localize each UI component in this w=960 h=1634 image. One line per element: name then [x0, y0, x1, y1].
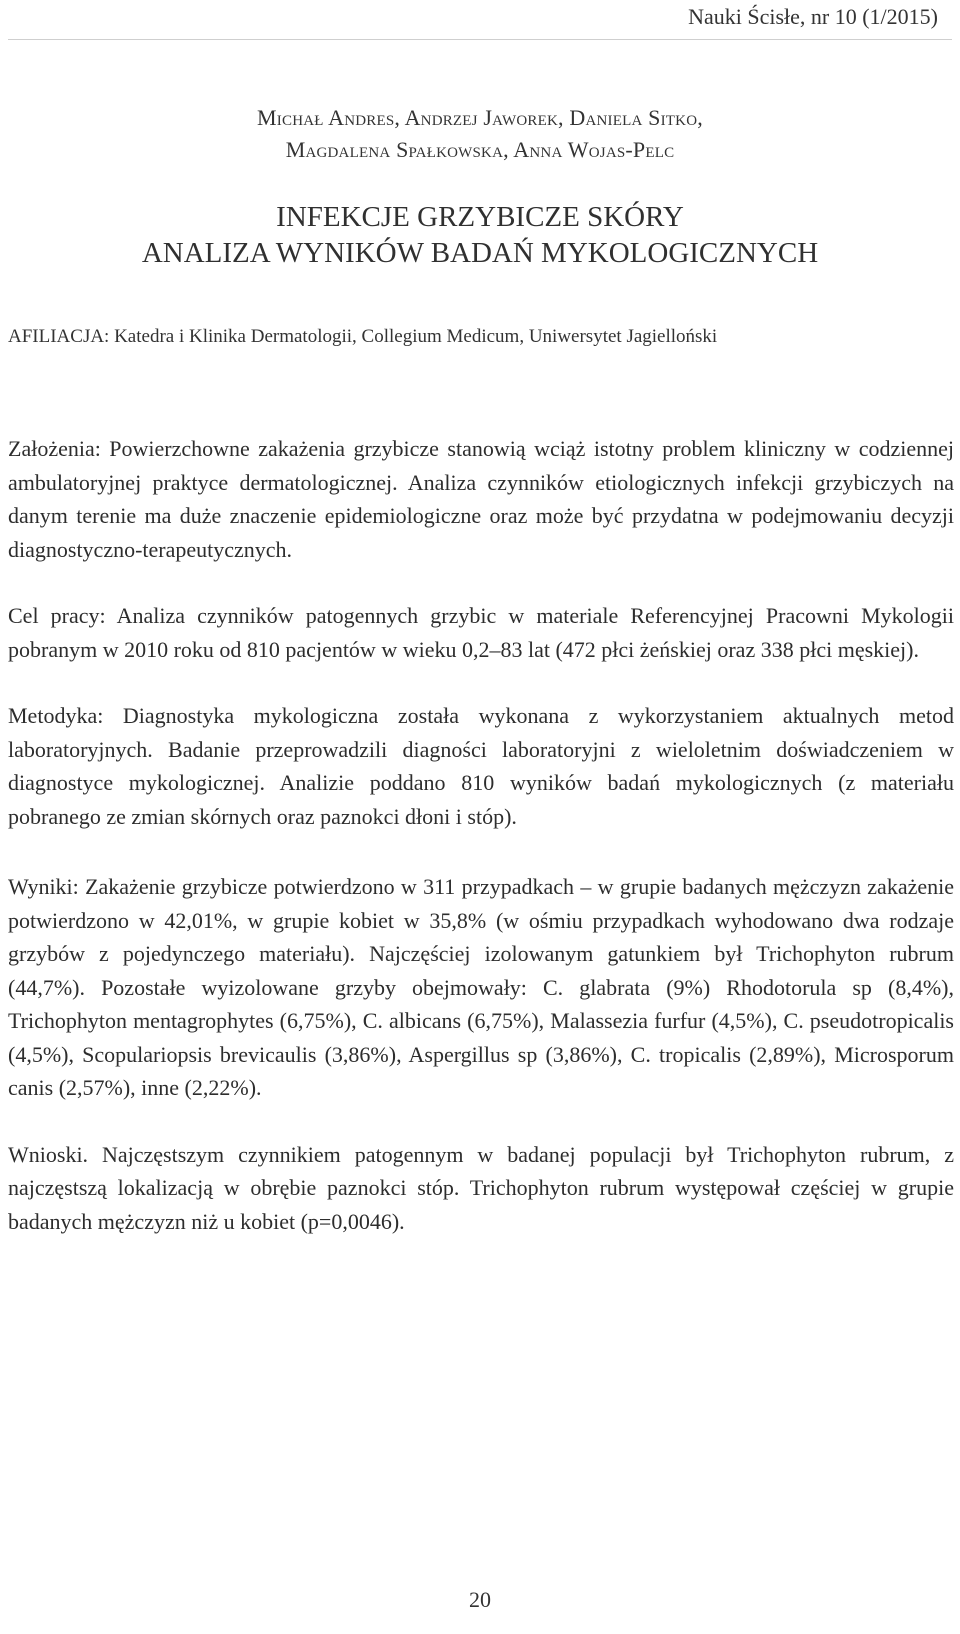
section-zalozenia: Założenia: Powierzchowne zakażenia grzybicze stanowią wciąż istotny problem kliniczny w codziennej ambulatoryjnej praktyce dermatologicznej. Analiza czynników etiologicznych infekcji grzybiczych na danym terenie ma duże znaczenie epidemiologiczne oraz może być przydatna w podejmowaniu decyzji diagnostyczno-terapeutycznych. [8, 436, 954, 562]
title-line-1: INFEKCJE GRZYBICZE SKÓRY [276, 201, 684, 233]
paper-title [0, 199, 960, 271]
author-list [0, 102, 960, 166]
abstract-body [8, 432, 954, 1238]
author-line-2: Magdalena Spałkowska, Anna Wojas-Pelc [285, 137, 675, 162]
section-wyniki: Wyniki: Zakażenie grzybicze potwierdzono w 311 przypadkach – w grupie badanych mężczyzn zakażenie potwierdzono w 42,01%, w grupie kobiet w 35,8% (w ośmiu przypadkach wyhodowano dwa rodzaje grzybów z pojedynczego materiału). Najczęściej izolowanym gatunkiem był Trichophyton rubrum (44,7%). Pozostałe wyizolowane grzyby obejmowały: C. glabrata (9%) Rhodotorula sp (8,4%), Trichophyton mentagrophytes (6,75%), C. albicans (6,75%), Malassezia furfur (4,5%), C. pseudotropicalis (4,5%), Scopulariopsis brevicaulis (3,86%), Aspergillus sp (3,86%), C. tropicalis (2,89%), Microsporum canis (2,57%), inne (2,22%). [8, 874, 954, 1100]
section-cel-pracy: Cel pracy: Analiza czynników patogennych grzybic w materiale Referencyjnej Pracowni Mykologii pobranym w 2010 roku od 810 pacjentów w wieku 0,2–83 lat (472 płci żeńskiej oraz 338 płci męskiej). [8, 603, 954, 662]
page-number: 20 [469, 1587, 491, 1612]
affiliation: AFILIACJA: Katedra i Klinika Dermatologii, Collegium Medicum, Uniwersytet Jagielloński [8, 326, 718, 347]
running-header: Nauki Ścisłe, nr 10 (1/2015) [688, 4, 938, 29]
author-line-1: Michał Andres, Andrzej Jaworek, Daniela Sitko, [257, 105, 703, 130]
section-wnioski: Wnioski. Najczęstszym czynnikiem patogennym w badanej populacji był Trichophyton rubrum, z najczęstszą lokalizacją w obrębie paznokci stóp. Trichophyton rubrum występował częściej w grupie badanych mężczyzn niż u kobiet (p=0,0046). [8, 1141, 954, 1234]
section-metodyka: Metodyka: Diagnostyka mykologiczna została wykonana z wykorzystaniem aktualnych metod laboratoryjnych. Badanie przeprowadzili diagności laboratoryjni z wieloletnim doświadczeniem w diagnostyce mykologicznej. Analizie poddano 810 wyników badań mykologicznych (z materiału pobranego ze zmian skórnych oraz paznokci dłoni i stóp). [8, 703, 954, 829]
header-divider [8, 39, 952, 40]
title-line-2: ANALIZA WYNIKÓW BADAŃ MYKOLOGICZNYCH [141, 237, 819, 269]
